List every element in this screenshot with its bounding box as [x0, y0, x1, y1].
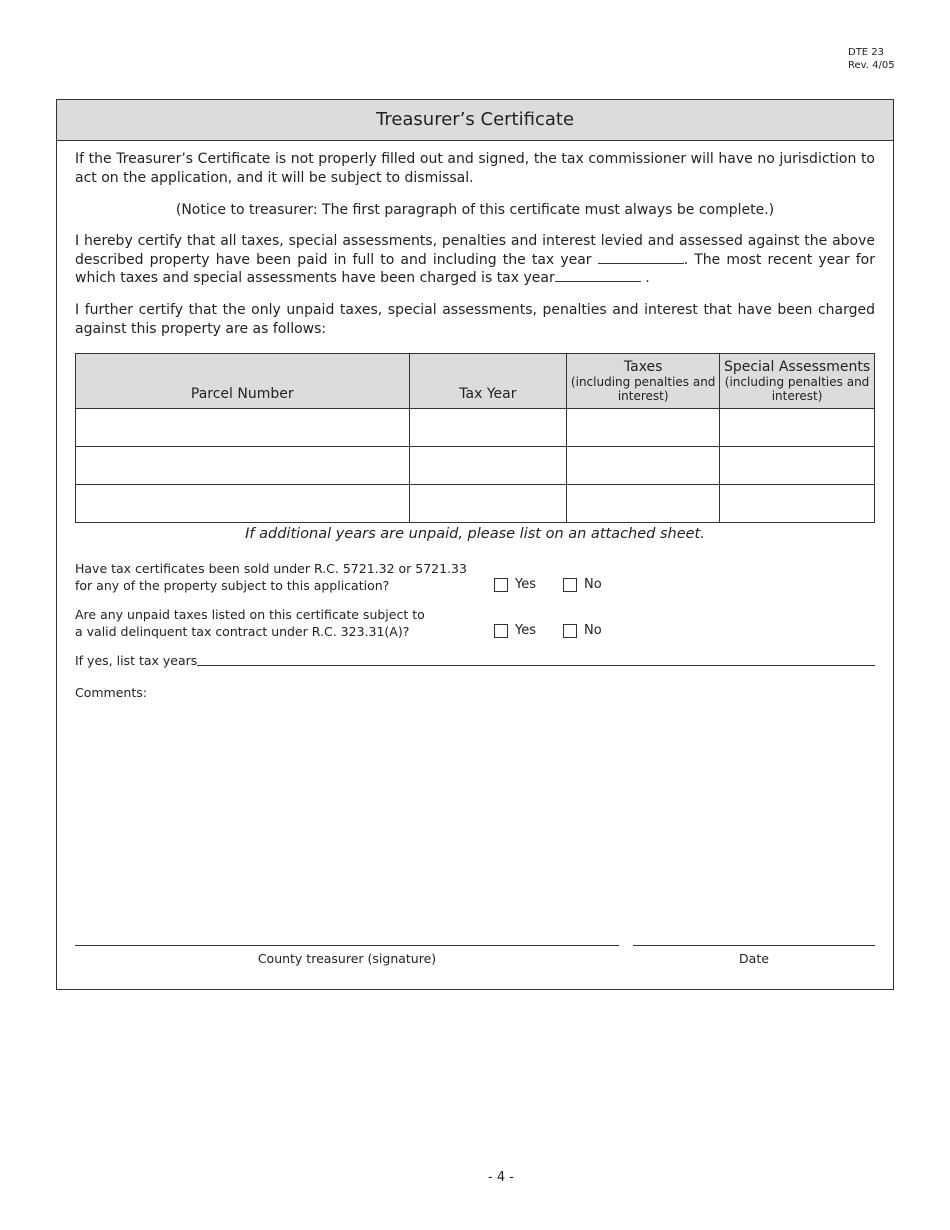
- paragraph-notice: (Notice to treasurer: The first paragraph of this certificate must always be complete.): [175, 202, 775, 218]
- header-special-assessments: [720, 354, 875, 409]
- header-tax-year: Tax Year: [409, 354, 567, 409]
- header-special-sub: (including penalties and interest): [724, 375, 870, 403]
- q2-no-checkbox[interactable]: [563, 624, 577, 638]
- certify-text-a: I hereby certify that all taxes, special assessments, penalties and interest levied and assessed against the above described property have been paid in full to and including the tax year: [75, 233, 875, 268]
- header-special-label: Special Assessments: [723, 359, 871, 375]
- certify-text-c: .: [645, 270, 650, 286]
- header-parcel-number: Parcel Number: [76, 354, 410, 409]
- q1-no-label: No: [584, 577, 602, 592]
- paragraph-unpaid: I further certify that the only unpaid taxes, special assessments, penalties and interest that have been charged against this property are as follows:: [75, 302, 875, 337]
- q1-no-option[interactable]: [563, 577, 602, 592]
- table-row: [76, 447, 875, 485]
- parcel-cell[interactable]: [76, 447, 410, 485]
- if-yes-label: If yes, list tax years: [75, 653, 198, 668]
- header-taxes-sub: (including penalties and interest): [570, 375, 716, 403]
- header-taxes: [567, 354, 720, 409]
- q1-yes-label: Yes: [515, 577, 536, 592]
- q2-no-label: No: [584, 623, 602, 638]
- q2-yes-label: Yes: [515, 623, 536, 638]
- form-revision: Rev. 4/05: [848, 60, 895, 71]
- question-2-line-2: a valid delinquent tax contract under R.C. 323.31(A)?: [75, 624, 410, 639]
- header-taxes-label: Taxes: [623, 359, 663, 375]
- special-cell[interactable]: [720, 447, 875, 485]
- special-cell[interactable]: [720, 409, 875, 447]
- question-1-line-1: Have tax certificates been sold under R.C. 5721.32 or 5721.33: [75, 561, 467, 576]
- q2-yes-checkbox[interactable]: [494, 624, 508, 638]
- tax-year-cell[interactable]: [409, 409, 567, 447]
- paragraph-jurisdiction: If the Treasurer’s Certificate is not properly filled out and signed, the tax commissioner will have no jurisdiction to act on the application, and it will be subject to dismissal.: [75, 151, 875, 186]
- signature-label: County treasurer (signature): [257, 951, 437, 966]
- certify-text-b: . The most recent year for which taxes and special assessments have been charged is tax year: [75, 251, 875, 286]
- comments-label: Comments:: [75, 685, 147, 700]
- certificate-box: [56, 99, 894, 990]
- page-number: - 4 -: [488, 1170, 514, 1185]
- recent-tax-year-field[interactable]: [555, 269, 641, 282]
- table-row: [76, 485, 875, 523]
- date-label: Date: [739, 951, 769, 966]
- tax-year-cell[interactable]: [409, 485, 567, 523]
- tax-years-field[interactable]: [197, 665, 875, 666]
- tax-year-cell[interactable]: [409, 447, 567, 485]
- form-id: [848, 46, 895, 72]
- additional-years-note: If additional years are unpaid, please list on an attached sheet.: [245, 526, 705, 542]
- tax-year-paid-field[interactable]: [598, 251, 684, 264]
- q1-yes-option[interactable]: [494, 577, 536, 592]
- question-delinquent-contract: [75, 606, 425, 640]
- special-cell[interactable]: [720, 485, 875, 523]
- unpaid-taxes-table: [75, 353, 875, 523]
- parcel-cell[interactable]: [76, 485, 410, 523]
- table-row: [76, 409, 875, 447]
- taxes-cell[interactable]: [567, 409, 720, 447]
- question-2-line-1: Are any unpaid taxes listed on this certificate subject to: [75, 607, 425, 622]
- signature-field[interactable]: [75, 945, 619, 946]
- paragraph-certify: [75, 232, 875, 288]
- certificate-title: Treasurer’s Certificate: [57, 100, 893, 141]
- q2-no-option[interactable]: [563, 623, 602, 638]
- q1-yes-checkbox[interactable]: [494, 578, 508, 592]
- q2-yes-option[interactable]: [494, 623, 536, 638]
- q1-no-checkbox[interactable]: [563, 578, 577, 592]
- taxes-cell[interactable]: [567, 485, 720, 523]
- form-code: DTE 23: [848, 47, 885, 58]
- date-field[interactable]: [633, 945, 875, 946]
- question-1-line-2: for any of the property subject to this application?: [75, 578, 390, 593]
- taxes-cell[interactable]: [567, 447, 720, 485]
- parcel-cell[interactable]: [76, 409, 410, 447]
- table-header-row: [76, 354, 875, 409]
- question-certificates-sold: [75, 560, 467, 594]
